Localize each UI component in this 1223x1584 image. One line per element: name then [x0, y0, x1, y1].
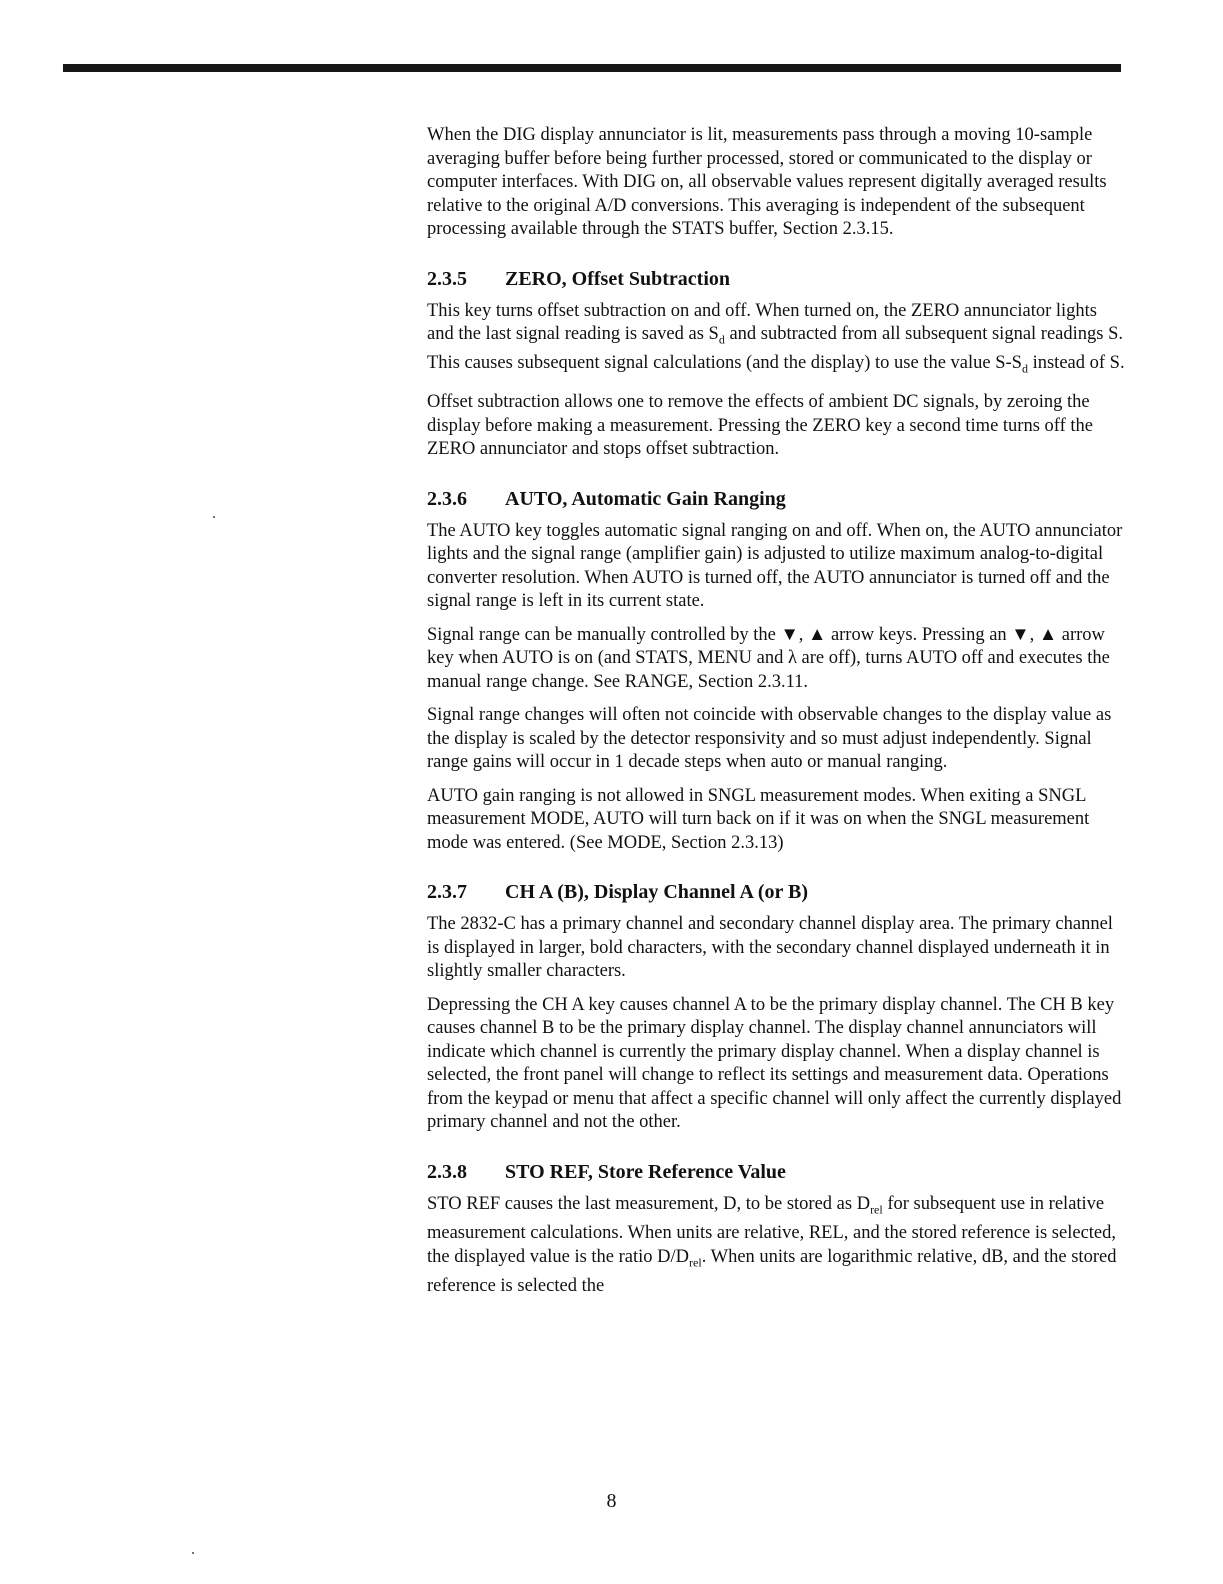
- section-title: ZERO, Offset Subtraction: [505, 267, 730, 290]
- section-2-3-8-paragraph-1: STO REF causes the last measurement, D, to be stored as $D_{rel}$ for subsequent use in relative measurement calculations. When units are relative, REL, and the stored reference is selected, the displayed value is the ratio $D/D_{rel}$. When units are logarithmic relative, dB, and the stored reference is selected the: [427, 1193, 1117, 1296]
- section-title: STO REF, Store Reference Value: [505, 1160, 786, 1183]
- section-title: CH A (B), Display Channel A (or B): [505, 881, 809, 904]
- page-number: 8: [606, 1490, 617, 1512]
- section-number: 2.3.6: [427, 487, 467, 510]
- page-content: [427, 124, 1127, 1308]
- top-rule: [63, 64, 1121, 72]
- section-number: 2.3.7: [427, 881, 467, 904]
- section-2-3-5-paragraph-2: Offset subtraction allows one to remove the effects of ambient DC signals, by zeroing the display before making a measurement. Pressing the ZERO key a second time turns off the ZERO annunciator and stops offset subtraction.: [427, 392, 1093, 460]
- section-2-3-6-paragraph-1: The AUTO key toggles automatic signal ranging on and off. When on, the AUTO annunciator lights and the signal range (amplifier gain) is adjusted to utilize maximum analog-to-digital converter resolution. When AUTO is turned off, the AUTO annunciator is turned off and the signal range is left in its current state.: [427, 520, 1123, 612]
- section-heading-2-3-5: [427, 266, 1127, 292]
- section-2-3-7-paragraph-1: The 2832-C has a primary channel and secondary channel display area. The primary channel is displayed in larger, bold characters, with the secondary channel displayed underneath it in slightly smaller characters.: [427, 914, 1113, 982]
- section-number: 2.3.8: [427, 1160, 467, 1183]
- section-2-3-6-paragraph-3: Signal range changes will often not coincide with observable changes to the display value as the display is scaled by the detector responsivity and so must adjust independently. Signal range gains will occur in 1 decade steps when auto or manual ranging.: [427, 705, 1112, 773]
- scan-speck: [213, 516, 215, 518]
- section-heading-2-3-7: [427, 879, 1127, 905]
- section-number: 2.3.5: [427, 267, 467, 290]
- section-title: AUTO, Automatic Gain Ranging: [505, 487, 786, 510]
- section-heading-2-3-6: [427, 486, 1127, 512]
- section-2-3-6-paragraph-4: AUTO gain ranging is not allowed in SNGL measurement modes. When exiting a SNGL measurement MODE, AUTO will turn back on if it was on when the SNGL measurement mode was entered. (See MODE, Section 2.3.13): [427, 785, 1090, 853]
- section-2-3-7-paragraph-2: Depressing the CH A key causes channel A to be the primary display channel. The CH B key causes channel B to be the primary display channel. The display channel annunciators will indicate which channel is currently the primary display channel. When a display channel is selected, the front panel will change to reflect its settings and measurement data. Operations from the keypad or menu that affect a specific channel will only affect the currently displayed primary channel and not the other.: [427, 994, 1122, 1133]
- intro-paragraph: When the DIG display annunciator is lit, measurements pass through a moving 10-sample averaging buffer before being further processed, stored or communicated to the display or computer interfaces. With DIG on, all observable values represent digitally averaged results relative to the original A/D conversions. This averaging is independent of the subsequent processing available through the STATS buffer, Section 2.3.15.: [427, 125, 1107, 239]
- section-heading-2-3-8: [427, 1159, 1127, 1185]
- scan-speck: [192, 1552, 194, 1554]
- section-2-3-5-paragraph-1: This key turns offset subtraction on and off. When turned on, the ZERO annunciator lights and the last signal reading is saved as $S_d$ and subtracted from all subsequent signal readings S. This causes subsequent signal calculations (and the display) to use the value $S-S_d$ instead of S.: [427, 300, 1125, 376]
- section-2-3-6-paragraph-2: Signal range can be manually controlled by the ▼, ▲ arrow keys. Pressing an ▼, ▲ arrow key when AUTO is on (and STATS, MENU and λ are off), turns AUTO off and executes the manual range change. See RANGE, Section 2.3.11.: [427, 624, 1110, 692]
